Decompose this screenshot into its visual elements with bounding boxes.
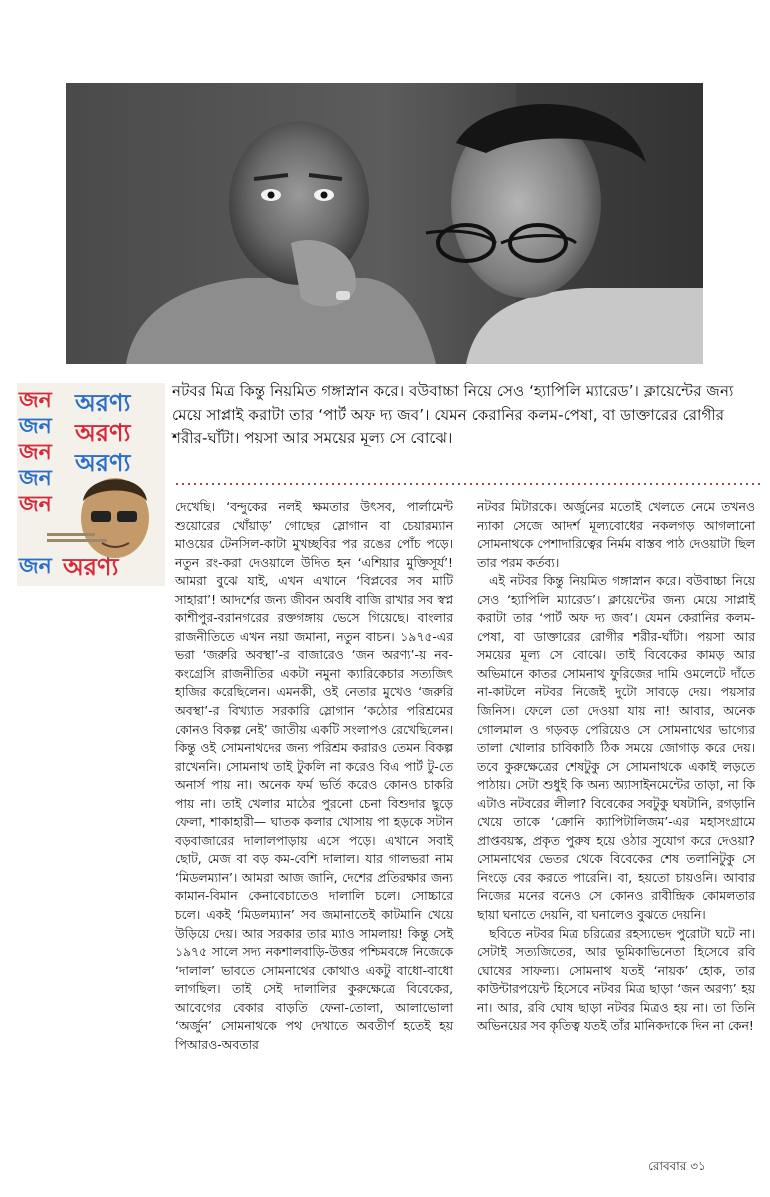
svg-text:জন: জন	[19, 466, 52, 491]
svg-text:অরণ্য: অরণ্য	[75, 419, 131, 447]
film-still-image	[66, 83, 703, 364]
pull-quote	[172, 380, 762, 451]
paragraph: নটবর মিটারকে। অর্জুনের মতোই খেলতে নেমে তখনও ন্যাকা সেজে আদর্শ মূল্যবোধের নকলগড় আগলানো সোমনাথকে পেশাদারিত্বের নির্মম বাস্তব পাঠ দেওয়াটা ছিল তার পরম কর্তব্য।	[477, 500, 755, 570]
svg-text:জন: জন	[19, 554, 52, 579]
dotted-divider	[174, 483, 760, 485]
svg-text:জন: জন	[19, 388, 52, 413]
pull-quote-text: নটবর মিত্র কিন্তু নিয়মিত গঙ্গাস্নান করে। বউবাচ্চা নিয়ে সেও ‘হ্যাপিলি ম্যারেড’। ক্লায়েন্টের জন্য মেয়ে সাপ্লাই করাটা তার ‘পার্ট অফ দ্য জব’। যেমন কেরানির কলম-পেষা, বা ডাক্তারের রোগীর শরীর-ঘাঁটা। পয়সা আর সময়ের মূল্য সে বোঝে।	[172, 382, 734, 447]
svg-text:অরণ্য: অরণ্য	[63, 553, 119, 581]
paragraph: এই নটবর কিন্তু নিয়মিত গঙ্গাস্নান করে। বউবাচ্চা নিয়ে সেও ‘হ্যাপিলি ম্যারেড’। ক্লায়েন্টের জন্য মেয়ে সাপ্লাই করাটা তার ‘পার্ট অফ দ্য জব’। যেমন কেরানির কলম-পেষা, বা ডাক্তারের রোগীর শরীর-ঘাঁটা। পয়সা আর সময়ের মূল্য সে বোঝে। তাই বিবেকের কামড় আর অভিমানে কাতর সোমনাথ ফুরিজের দামি ওমলেটে দাঁতে না-কাটলে নটবর নিজেই দুটো সাবড়ে দেয়। পয়সার জিনিস। ফেলে তো দেওয়া যায় না! আবার, অনেক গোলমাল ও গড়বড় পেরিয়েও সে সোমনাথের ভাগ্যের তালা খোলার চাবিকাঠি ঠিক সময়ে জোগাড় করে দেয়। তবে কুরুক্ষেত্রের শেষটুকু সে সোমনাথকে একাই লড়তে পাঠায়। সেটা শুধুই কি অন্য অ্যাসাইনমেন্টের তাড়া, না কি এটাও নটবরের লীলা? বিবেকের সবটুকু ঘষটানি, রগড়ানি খেয়ে তাকে ‘ক্রোনি ক্যাপিটালিজম’-এর মহাসংগ্রামে প্রাপ্তবয়স্ক, প্রকৃত পুরুষ হয়ে ওঠার সুযোগ করে দেওয়া? সোমনাথের ভেতর থেকে বিবেকের শেষ তলানিটুকু সে নিংড়ে বের করতে পারেনি। বা, হয়তো চায়ওনি। আবার নিজের মনের বনেও সে কোনও রাবীন্দ্রিক কোমলতার ছায়া ঘনাতে দেয়নি, বা ঘনালেও বুঝতে দেয়নি।	[477, 574, 755, 923]
svg-text:অরণ্য: অরণ্য	[75, 389, 131, 417]
paragraph: দেখেছি। ‘বন্দুকের নলই ক্ষমতার উৎসব, পার্লামেন্ট শুয়োরের খোঁয়াড়’ গোছের স্লোগান বা চেয়ারম্যান মাওয়ের টেনসিল-কাটা মুখচ্ছবির পর রঙের পোঁচ পড়ে। নতুন রং-করা দেওয়ালে উদিত হন ‘এশিয়ার মুক্তিসূর্য’! আমরা বুঝে যাই, এখন এখানে ‘বিপ্লবের সব মাটি সাহারা’! আদর্শের জন্য জীবন অবধি বাজি রাখার সব স্বপ্ন কাশীপুর-বরানগরের রক্তগঙ্গায় ভেসে গিয়েছে। বাংলার রাজনীতিতে এখন নয়া জমানা, নতুন বাচন। ১৯৭৫-এর ভরা ‘জরুরি অবস্থা’-র বাজারেও ‘জন অরণ্য’-য় নব-কংগ্রেসি রাজনীতির একটা নমুনা ক্যারিকেচার সত্যজিৎ হাজির করেছিলেন। এমনকী, ওই নেতার মুখেও ‘জরুরি অবস্থা’-র বিখ্যাত সরকারি স্লোগান ‘কঠোর পরিশ্রমের কোনও বিকল্প নেই’ জাতীয় একটি সংলাপও রেখেছিলেন। কিন্তু ওই সোমনাথদের জন্য পরিশ্রম করারও তেমন বিকল্প রাখেননি। সোমনাথ তাই টুকলি না করেও বিএ পার্ট টু-তে অনার্স পায় না। অনেক ফর্ম ভর্তি করেও কোনও চাকরি পায় না। তাই খেলার মাঠের পুরনো চেনা বিশুদার ছুড়ে ফেলা, শাকাহারী— ঘাতক কলার খোসায় পা হড়কে সটান বড়বাজারের দালালপাড়ায় এসে পড়ে। এখানে সবাই ছোট, মেজ বা বড় কম-বেশি দালাল। যার গালভরা নাম ‘মিডলম্যান’। আমরা আজ জানি, দেশের প্রতিরক্ষার জন্য কামান-বিমান কেনাবেচাতেও দালালি চলে। সোচ্চারে চলে। একই ‘মিডলম্যান’ সব জমানাতেই কাটমানি খেয়ে উড়িয়ে দেয়। আর সরকার তার ম্যাও সামলায়! কিন্তু সেই ১৯৭৫ সালে সদ্য নকশালবাড়ি-উত্তর পশ্চিমবঙ্গে নিজেকে ‘দালাল’ ভাবতে সোমনাথের কোথাও একটু বাধো-বাধো লাগছিল। তাই সেই দালালির কুরুক্ষেত্রে বিবেকের, আবেগের বেকার বাড়তি ফেনা-তোলা, আলাভোলা ‘অর্জুন’ সোমনাথকে পথ দেখাতে অবতীর্ণ হতেই হয় পিআরও-অবতার	[175, 500, 453, 1052]
svg-text:জন: জন	[19, 414, 52, 439]
article-column-1	[175, 498, 453, 1054]
article-column-2	[477, 498, 755, 1036]
svg-text:জন: জন	[19, 440, 52, 465]
page-footer: রোববার ৩১	[648, 1159, 706, 1173]
book-cover-image	[17, 383, 165, 586]
svg-text:জন: জন	[19, 492, 52, 517]
paragraph: ছবিতে নটবর মিত্র চরিত্রের রহস্যভেদ পুরোটা ঘটে না। সেটাই সত্যজিতের, আর ভূমিকাভিনেতা হিসেবে রবি ঘোষের সাফল্য। সোমনাথ যতই ‘নায়ক’ হোক, তার কাউন্টারপয়েন্ট হিসেবে নটবর মিত্র ছাড়া ‘জন অরণ্য’ হয় না। আর, রবি ঘোষ ছাড়া নটবর মিত্রও হয় না। তা তিনি অভিনয়ের সব কৃতিত্ব যতই তাঁর মানিকদাকে দিন না কেন!	[477, 926, 755, 1034]
svg-text:অরণ্য: অরণ্য	[75, 449, 131, 477]
